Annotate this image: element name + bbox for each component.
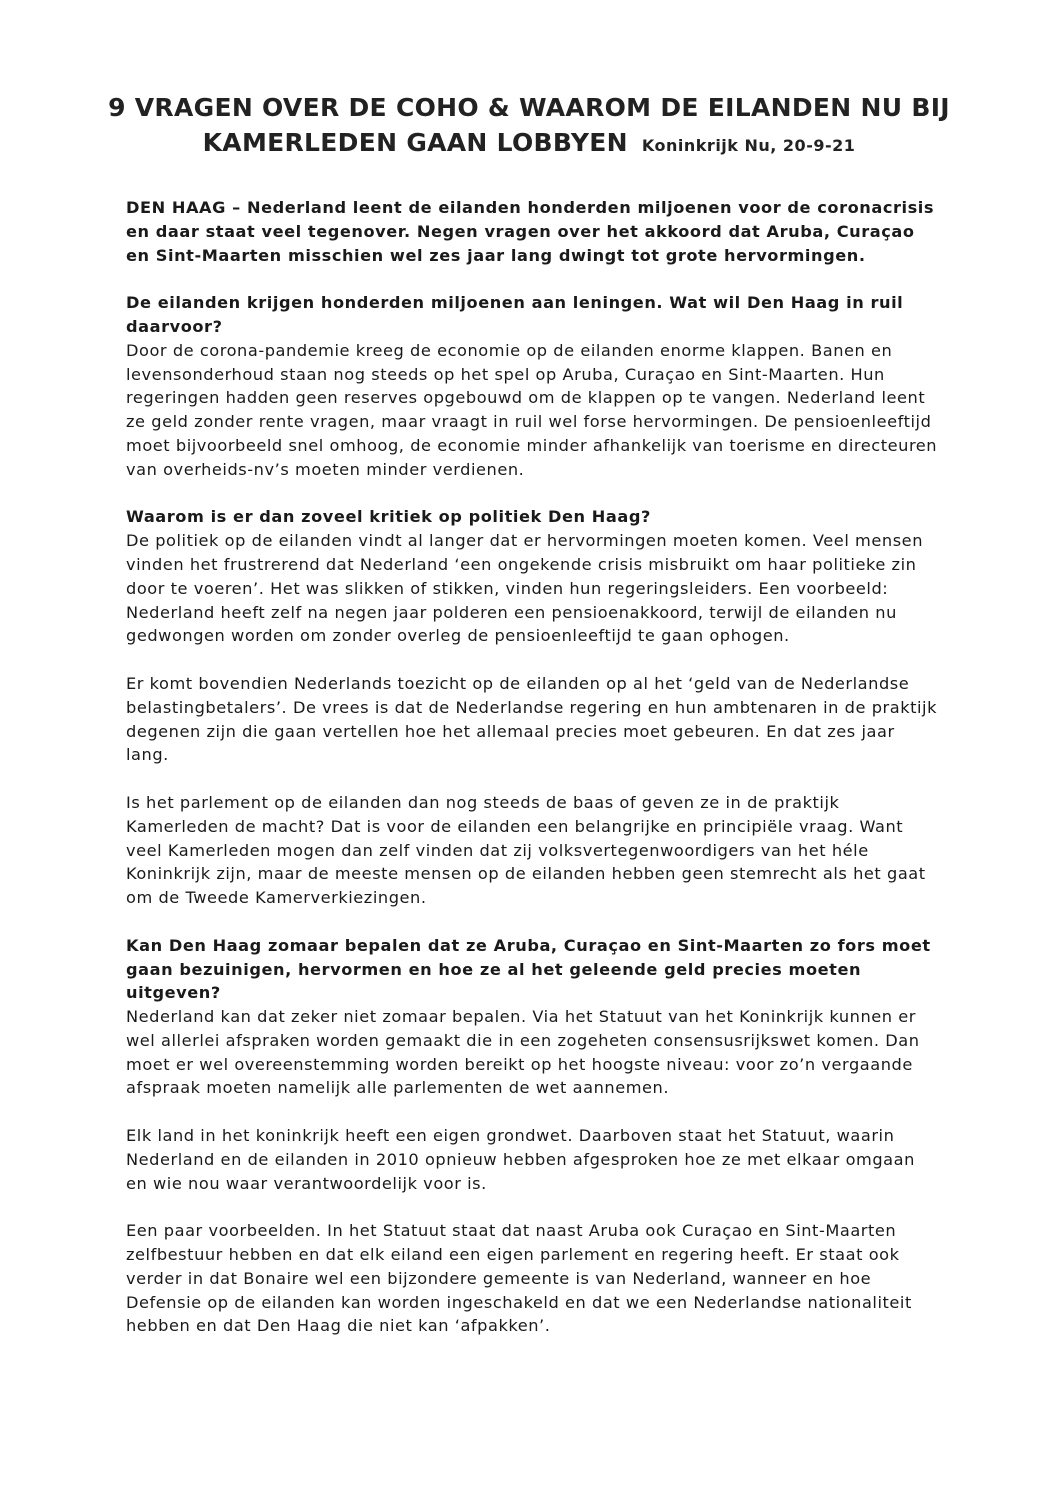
title-line-2-text: KAMERLEDEN GAAN LOBBYEN	[202, 128, 628, 157]
article-source: Koninkrijk Nu, 20-9-21	[641, 136, 856, 155]
question-heading-3: Kan Den Haag zomaar bepalen dat ze Aruba, Curaçao en Sint-Maarten zo fors moet gaan bezuinigen, hervormen en hoe ze al het geleende geld precies moeten uitgeven?	[126, 935, 931, 1003]
body-paragraph-6: Elk land in het koninkrijk heeft een eigen grondwet. Daarboven staat het Statuut, waarin Nederland en de eilanden in 2010 opnieuw hebben afgesproken hoe ze met elkaar omgaan en wie nou waar verantwoordelijk voor is.	[126, 1126, 915, 1193]
question-heading-1: De eilanden krijgen honderden miljoenen aan leningen. Wat wil Den Haag in ruil daarvoor?	[126, 293, 904, 336]
body-paragraph-7: Een paar voorbeelden. In het Statuut staat dat naast Aruba ook Curaçao en Sint-Maarten zelfbestuur hebben en dat elk eiland een eigen parlement en regering heeft. Er staat ook verder in dat Bonaire wel een bijzondere gemeente is van Nederland, wanneer en hoe Defensie op de eilanden kan worden ingeschakeld en dat we een Nederlandse nationaliteit hebben en dat Den Haag die niet kan ‘afpakken’.	[126, 1221, 912, 1336]
article-title	[100, 90, 958, 163]
title-line-1: 9 VRAGEN OVER DE COHO & WAAROM DE EILANDEN NU BIJ	[108, 93, 950, 122]
question-block-1	[126, 291, 938, 481]
body-paragraph-4: Is het parlement op de eilanden dan nog steeds de baas of geven ze in de praktijk Kamerleden de macht? Dat is voor de eilanden een belangrijke en principiële vraag. Want veel Kamerleden mogen dan zelf vinden dat zij volksvertegenwoordigers van het héle Koninkrijk zijn, maar de meeste mensen op de eilanden hebben geen stemrecht als het gaat om de Tweede Kamerverkiezingen.	[126, 792, 926, 908]
question-block-3	[126, 934, 938, 1101]
lead-paragraph: DEN HAAG – Nederland leent de eilanden honderden miljoenen voor de coronacrisis en daar staat veel tegenover. Negen vragen over het akkoord dat Aruba, Curaçao en Sint-Maarten misschien wel zes jaar lang dwingt tot grote hervormingen.	[126, 198, 935, 265]
answer-text-1: Door de corona-pandemie kreeg de economie op de eilanden enorme klappen. Banen en levensonderhoud staan nog steeds op het spel op Aruba, Curaçao en Sint-Maarten. Hun regeringen hadden geen reserves opgebouwd om de klappen op te vangen. Nederland leent ze geld zonder rente vragen, maar vraagt in ruil wel forse hervormingen. De pensioenleeftijd moet bijvoorbeeld snel omhoog, de economie minder afhankelijk van toerisme en directeuren van overheids-nv’s moeten minder verdienen.	[126, 340, 938, 479]
answer-text-2: De politiek op de eilanden vindt al langer dat er hervormingen moeten komen. Veel mensen vinden het frustrerend dat Nederland ‘een ongekende crisis misbruikt om haar politieke zin door te voeren’. Het was slikken of stikken, vinden hun regeringsleiders. Een voorbeeld: Nederland heeft zelf na negen jaar polderen een pensioenakkoord, terwijl de eilanden nu gedwongen worden om zonder overleg de pensioenleeftijd te gaan ophogen.	[126, 531, 923, 646]
body-paragraph-3: Er komt bovendien Nederlands toezicht op de eilanden op al het ‘geld van de Nederlandse belastingbetalers’. De vrees is dat de Nederlandse regering en hun ambtenaren in de praktijk degenen zijn die gaan vertellen hoe het allemaal precies moet gebeuren. En dat zes jaar lang.	[126, 673, 938, 765]
question-block-2	[126, 505, 938, 648]
title-line-2	[100, 125, 958, 163]
article-body	[126, 196, 938, 1362]
answer-text-3: Nederland kan dat zeker niet zomaar bepalen. Via het Statuut van het Koninkrijk kunnen er wel allerlei afspraken worden gemaakt die in een zogeheten consensusrijkswet komen. Dan moet er wel overeenstemming worden bereikt op het hoogste niveau: voor zo’n vergaande afspraak moeten namelijk alle parlementen de wet aannemen.	[126, 1007, 920, 1098]
question-heading-2: Waarom is er dan zoveel kritiek op politiek Den Haag?	[126, 507, 651, 527]
